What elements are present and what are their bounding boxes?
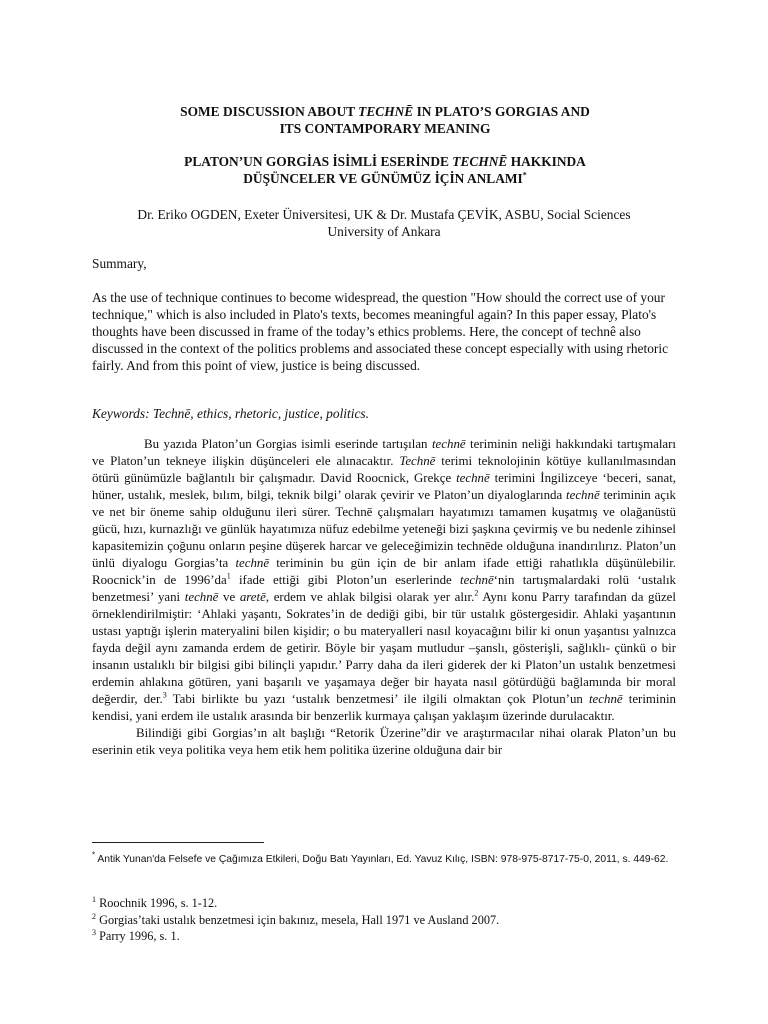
footnote-3: $^3$ Parry 1996, s. 1. [92, 927, 180, 943]
footnote-2: $^2$ Gorgias’taki ustalık benzetmesi için bakınız, mesela, Hall 1971 ve Ausland 2007. [92, 911, 500, 927]
footnote-divider [92, 842, 264, 843]
footnote-ref-3[interactable]: 3 [162, 690, 167, 700]
author-line: Dr. Eriko OGDEN, Exeter Üniversitesi, UK & Dr. Mustafa ÇEVİK, ASBU, Social Sciences University of Ankara [137, 207, 631, 239]
footnote-list [92, 895, 499, 945]
body-text [92, 436, 676, 759]
abstract-text: As the use of technique continues to become widespread, the question "How should the correct use of your technique," which is also included in Plato's texts, becomes meaningful again? In this paper essay, Plato's thoughts have been discussed in frame of the today’s ethics problems. Here, the concept of technê also discussed in the context of the politics problems and associated these concept especially with using rhetoric fairly. And from this point of view, justice is being discussed. [92, 290, 669, 373]
english-title: SOME DISCUSSION ABOUT TECHNĒ IN PLATO’S GORGIAS AND ITS CONTAMPORARY MEANING [180, 104, 590, 136]
footnote-star: * Antik Yunan'da Felsefe ve Çağımıza Etkileri, Doğu Batı Yayınları, Ed. Yavuz Kılıç, ISBN: 978-975-8717-75-0, 2011, s. 449-62. [92, 850, 669, 865]
summary-heading: Summary, [92, 256, 147, 271]
keywords-line: Keywords: Technē, ethics, rhetoric, justice, politics. [92, 406, 369, 421]
title-footnote-marker: * [522, 170, 527, 180]
body-paragraph: Bu yazıda Platon’un Gorgias isimli eserinde tartışılan technē teriminin neliği hakkındaki tartışmaları ve Platon’un tekneye ilişkin düşünceleri ele alınacaktır. Technē terimi teknolojinin kötüye kullanılmasından ötürü günümüzle bağlantılı bir çalışmadır. David Roocnick, Grekçe technē terimini İngilizceye ‘beceri, sanat, hüner, ustalık, meslek, bılım, bilgi, teknik bilgi’ olarak çevirir ve Platon’un diyaloglarında technē teriminin açık ve net bir öneme sahip olduğunu ileri sürer. Technē çalışmaları hayatımızı tamamen kuşatmış ve olağanüstü gücü, hızı, kurnazlığı ve günlük hayatımıza nüfuz edebilme yeteneği bizi şaşkına çevirmiş ve bu nedenle zihinsel kapasitemizin çoğunu onların peşine düşerek harcar ve geleceğimizin technēde olduğuna inandırılırız. Platon’un ünlü diyalogu Gorgias’ta technē teriminin bu gün için de bir anlam ifade ettiği rahatlıkla düşünülebilir. Roocnick’in de $1996’da^1$ ifade ettiği gibi Ploton’un eserlerinde technē‘nin tartışmalardaki rolü ‘ustalık benzetmesi’ yani technē ve aretē, erdem ve ahlak bilgisi olarak yer alır.$^2$ Aynı konu Parry tarafından da güzel örneklendirilmiştir: ‘Ahlaki yaşantı, Sokrates’in de dediği gibi, bir tür ustalık göstergesidir. Ahlaki yaşantının ustası yaptığı işlerin materyalini bilen kişidir; o bu materyalleri nasıl koyacağını bilir ki onun yaşantısı yalnızca fayda değil aynı zamanda erdem de getirir. Böyle bir yaşam mutludur –şanslı, gösterişli, sağlıklı- çünkü o bir insanın ustalıklı bir bilgisi gibi bilinçli yapıdır.’ Parry daha da ileri giderek der ki Platon’un ustalık benzetmesi erdemin ahlakına götüren, yani başarılı ve yaşamaya değer bir hayata nasıl götürdüğü bağlamında bir moral değerdir, der.$^3$ Tabi birlikte bu yazı ‘ustalık benzetmesi’ ile ilgili olmaktan çok Plotun’un technē teriminin kendisi, yani erdem ile ustalık arasında bir benzerlik kurmaya çalışan yaklaşım üzerinde durulacaktır. [92, 437, 677, 723]
footnote-1: $^1$ Roochnik 1996, s. 1-12. [92, 894, 218, 910]
turkish-title: PLATON’UN GORGİAS İSİMLİ ESERİNDE TECHNĒ HAKKINDA DÜŞÜNCELER VE GÜNÜMÜZ İÇİN ANLAMI* [184, 154, 586, 186]
body-paragraph: Bilindiği gibi Gorgias’ın alt başlığı “Retorik Üzerine”dir ve araştırmacılar nihai olarak Platon’un bu eserinin etik veya politika veya hem etik hem politika üzerine olduğuna dair bir [92, 726, 676, 757]
footnote-ref-2[interactable]: 2 [474, 588, 479, 598]
footnote-ref-1[interactable]: 1 [226, 571, 231, 581]
